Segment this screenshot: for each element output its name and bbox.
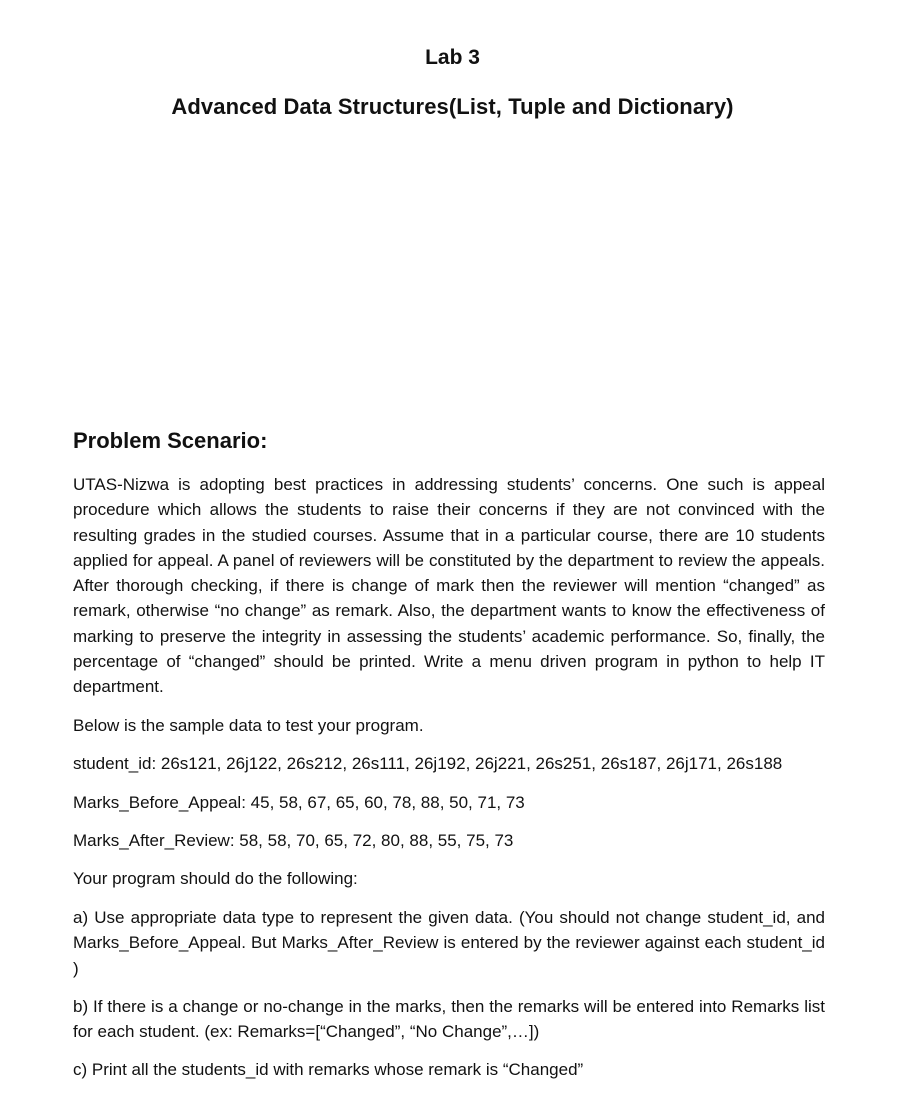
problem-scenario-paragraph: UTAS-Nizwa is adopting best practices in addressing students’ concerns. One such is appeal procedure which allows the students to raise their concerns if they are not convinced with the resulting grades in the studied courses. Assume that in a particular course, there are 10 students applied for appeal. A panel of reviewers will be constituted by the department to review the appeals. After thorough checking, if there is change of mark then the reviewer will mention “changed” as remark, otherwise “no change” as remark. Also, the department wants to know the effectiveness of marking to preserve the integrity in assessing the students’ academic performance. So, finally, the percentage of “changed” should be printed. Write a menu driven program in python to help IT department. [73,475,825,697]
marks-before-appeal-list: Marks_Before_Appeal: 45, 58, 67, 65, 60, 78, 88, 50, 71, 73 [73,793,525,812]
lab-title: Lab 3 [425,46,480,69]
student-id-list: student_id: 26s121, 26j122, 26s212, 26s111, 26j192, 26j221, 26s251, 26s187, 26j171, 26s188 [73,754,783,773]
task-c: c) Print all the students_id with remarks whose remark is “Changed” [73,1060,584,1079]
task-a: a) Use appropriate data type to represent the given data. (You should not change student_id, and Marks_Before_Appeal. But Marks_After_Review is entered by the reviewer against each student_id ) [73,908,825,978]
marks-after-review-list: Marks_After_Review: 58, 58, 70, 65, 72, 80, 88, 55, 75, 73 [73,831,514,850]
problem-scenario-heading: Problem Scenario: [73,428,268,453]
task-b: b) If there is a change or no-change in the marks, then the remarks will be entered into Remarks list for each student. (ex: Remarks=[“Changed”, “No Change”,…]) [73,997,825,1042]
tasks-intro: Your program should do the following: [73,869,358,888]
sample-data-intro: Below is the sample data to test your program. [73,716,424,735]
main-title: Advanced Data Structures(List, Tuple and Dictionary) [171,94,734,119]
